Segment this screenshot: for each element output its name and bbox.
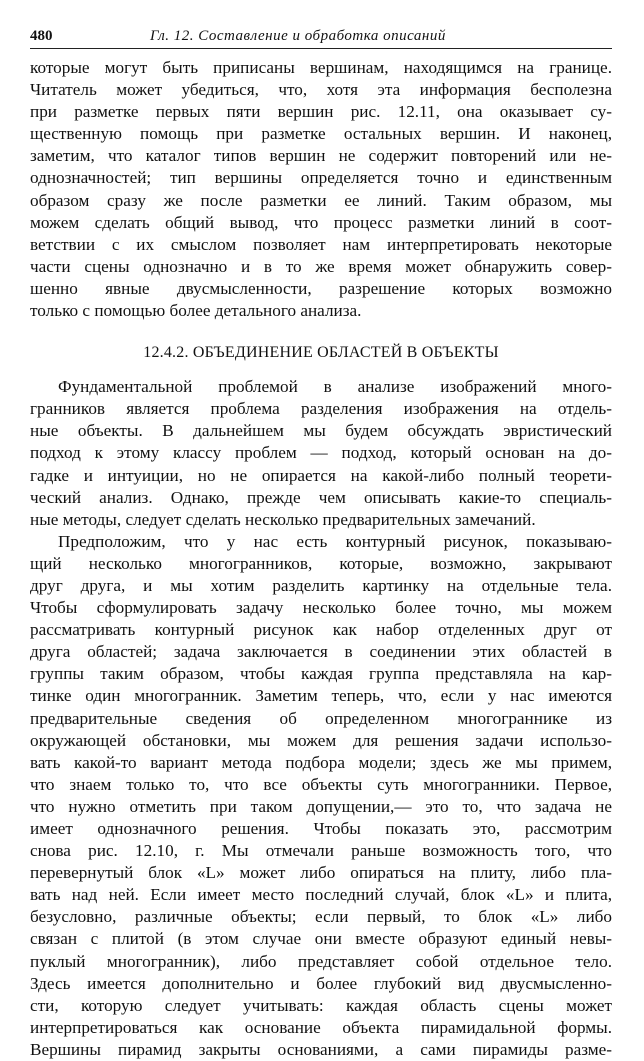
- text-line: имеет однозначного решения. Чтобы показать это, рассмотрим: [30, 819, 612, 838]
- text-line: пуклый многогранник), либо представляет собой отдельное тело.: [30, 951, 612, 971]
- text-line: гадке и интуиции, но не опирается на какой-либо полный теорети-: [30, 465, 612, 485]
- text-line: снова рис. 12.10, г. Мы отмечали раньше возможность того, что: [30, 841, 612, 861]
- text-line: группы таким образом, чтобы каждая группа представляла на кар-: [30, 664, 612, 684]
- paragraph-fundamental-problem: [30, 376, 612, 531]
- text-line: ческий анализ. Однако, прежде чем описывать какие-то специаль-: [30, 487, 612, 507]
- chapter-title: Гл. 12. Составление и обработка описаний: [150, 28, 446, 44]
- text-line: что нужно отметить при таком допущении,— это то, что задача не: [30, 796, 612, 816]
- text-line: вать какой-то вариант метода подбора модели; здесь же мы примем,: [30, 752, 612, 772]
- text-line: Здесь имеется дополнительно и более глубокий вид двусмысленно-: [30, 973, 612, 993]
- text-line: шенно явные двусмысленности, разрешение которых возможно: [30, 278, 612, 298]
- book-page: [30, 26, 612, 1061]
- text-line: Читатель может убедиться, что, хотя эта информация бесполезна: [30, 80, 612, 100]
- text-line: предварительные сведения об определенном многограннике из: [30, 708, 612, 728]
- text-line: друг друга, и мы хотим разделить картинку на отдельные тела.: [30, 575, 612, 595]
- text-line: гранников является проблема разделения изображения на отдель-: [30, 399, 612, 419]
- text-line: Предположим, что у нас есть контурный рисунок, показываю-: [58, 531, 612, 551]
- text-line: Чтобы сформулировать задачу несколько более точно, мы можем: [30, 598, 612, 618]
- text-line: перевернутый блок «L» может либо опираться на плиту, либо пла-: [30, 863, 612, 883]
- text-line: окружающей обстановки, мы можем для решения задачи использо-: [30, 730, 612, 750]
- text-line: интерпретироваться как основание объекта пирамидальной формы.: [30, 1017, 612, 1037]
- text-line: вать над ней. Если имеет место последний случай, блок «L» и плита,: [30, 885, 612, 905]
- page-number: 480: [30, 28, 53, 44]
- paragraph-suppose: [30, 531, 612, 1061]
- section-heading: 12.4.2. ОБЪЕДИНЕНИЕ ОБЛАСТЕЙ В ОБЪЕКТЫ: [143, 344, 499, 362]
- text-line: только с помощью более детального анализа.: [30, 301, 362, 321]
- text-line: заметим, что каталог типов вершин не содержит повторений или не-: [30, 146, 612, 166]
- text-line: сти, которую следует учитывать: каждая область сцены может: [30, 995, 612, 1015]
- text-line: щественную помощь при разметке остальных вершин. И наконец,: [30, 124, 612, 144]
- text-line: Вершины пирамид закрыты основаниями, а сами пирамиды разме-: [30, 1039, 612, 1059]
- text-line: ные объекты. В дальнейшем мы будем обсуждать эвристический: [30, 421, 612, 441]
- text-line: можем сделать общий вывод, что процесс разметки линий в соот-: [30, 212, 612, 232]
- text-line: которые могут быть приписаны вершинам, находящимся на границе.: [30, 58, 612, 77]
- text-line: образом сразу же после разметки ее линий. Таким образом, мы: [30, 190, 612, 210]
- text-line: ветствии с их смыслом позволяет нам интерпретировать некоторые: [30, 234, 612, 254]
- text-line: при разметке первых пяти вершин рис. 12.11, она оказывает су-: [30, 102, 612, 122]
- text-line: связан с плитой (в этом случае они вместе образуют единый невы-: [30, 929, 612, 949]
- text-line: однозначностей; тип вершины определяется точно и единственным: [30, 168, 612, 188]
- text-line: подход к этому классу проблем — подход, который основан на до-: [30, 443, 612, 463]
- text-line: ные методы, следует сделать несколько предварительных замечаний.: [30, 509, 536, 529]
- text-line: безусловно, различные объекты; если первый, то блок «L» либо: [30, 907, 612, 927]
- text-line: щий несколько многогранников, которые, возможно, закрывают: [30, 553, 612, 573]
- text-line: Фундаментальной проблемой в анализе изображений много-: [58, 377, 612, 397]
- text-line: тинке один многогранник. Заметим теперь, что, если у нас имеются: [30, 686, 612, 706]
- text-line: части сцены однозначно и в то же время может обнаружить совер-: [30, 256, 612, 276]
- paragraph-continued: [30, 57, 612, 322]
- text-line: рассматривать контурный рисунок как набор отделенных друг от: [30, 620, 612, 640]
- text-line: друга областей; задача заключается в соединении этих областей в: [30, 642, 612, 662]
- running-head: [30, 26, 612, 49]
- text-line: что знаем только то, что все объекты суть многогранники. Первое,: [30, 774, 612, 794]
